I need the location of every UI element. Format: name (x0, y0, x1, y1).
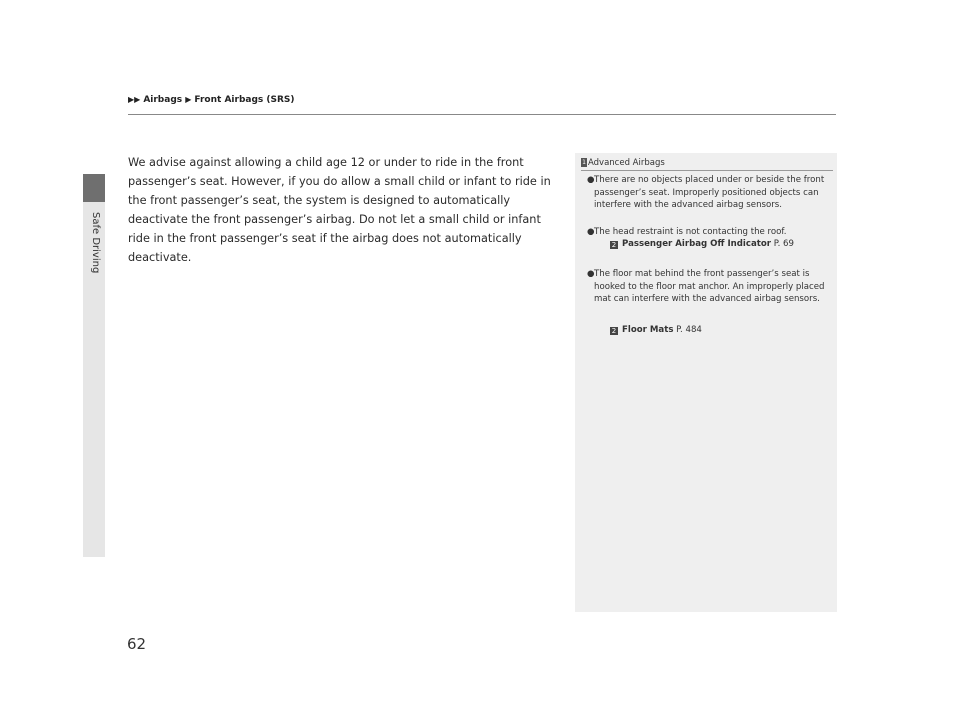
note-text: The head restraint is not contacting the roof. (594, 227, 787, 237)
sidebar-title-text: Advanced Airbags (588, 158, 665, 168)
page-number: 62 (127, 635, 147, 653)
header-divider (128, 114, 836, 115)
cross-reference-arrow-icon: 2 (611, 241, 617, 249)
note-item (587, 226, 831, 239)
bullet-icon: ● (587, 269, 595, 279)
breadcrumb-arrow-icon: ▶▶ (128, 95, 141, 104)
bullet-icon: ● (587, 175, 595, 185)
section-tab-marker (83, 174, 105, 202)
breadcrumb (128, 95, 295, 105)
note-item (587, 174, 831, 212)
xref-floor-mats[interactable] (610, 325, 702, 335)
sidebar-panel (575, 153, 837, 612)
note-item (587, 268, 831, 306)
body-paragraph: We advise against allowing a child age 12 or under to ride in the front passenger’s seat. However, if you do allow a small child or infant to ride in the front passenger’s seat, the system is designed to automatically deactivate the front passenger’s airbag. Do not let a small child or infant ride in the front passenger’s seat if the airbag does not automatically deactivate. (128, 156, 551, 264)
xref-page: P. 484 (676, 325, 702, 335)
section-label: Safe Driving (90, 212, 101, 274)
breadcrumb-parent[interactable]: Airbags (143, 95, 183, 105)
xref-page: P. 69 (773, 239, 794, 249)
breadcrumb-current: Front Airbags (SRS) (194, 95, 295, 105)
note-number-icon: 1 (582, 159, 586, 166)
sidebar-title (581, 158, 665, 168)
breadcrumb-separator-icon: ▶ (185, 95, 192, 104)
note-text: The floor mat behind the front passenger’s seat is hooked to the floor mat anchor. An improperly placed mat can interfere with the advanced airbag sensors. (594, 269, 825, 305)
bullet-icon: ● (587, 227, 595, 237)
xref-title: Passenger Airbag Off Indicator (622, 239, 771, 249)
xref-title: Floor Mats (622, 325, 674, 335)
xref-passenger-airbag-off-indicator[interactable] (610, 239, 794, 249)
note-text: There are no objects placed under or beside the front passenger’s seat. Improperly positioned objects can interfere with the advanced airbag sensors. (594, 175, 825, 211)
cross-reference-arrow-icon: 2 (611, 327, 617, 335)
sidebar-divider (581, 170, 833, 171)
